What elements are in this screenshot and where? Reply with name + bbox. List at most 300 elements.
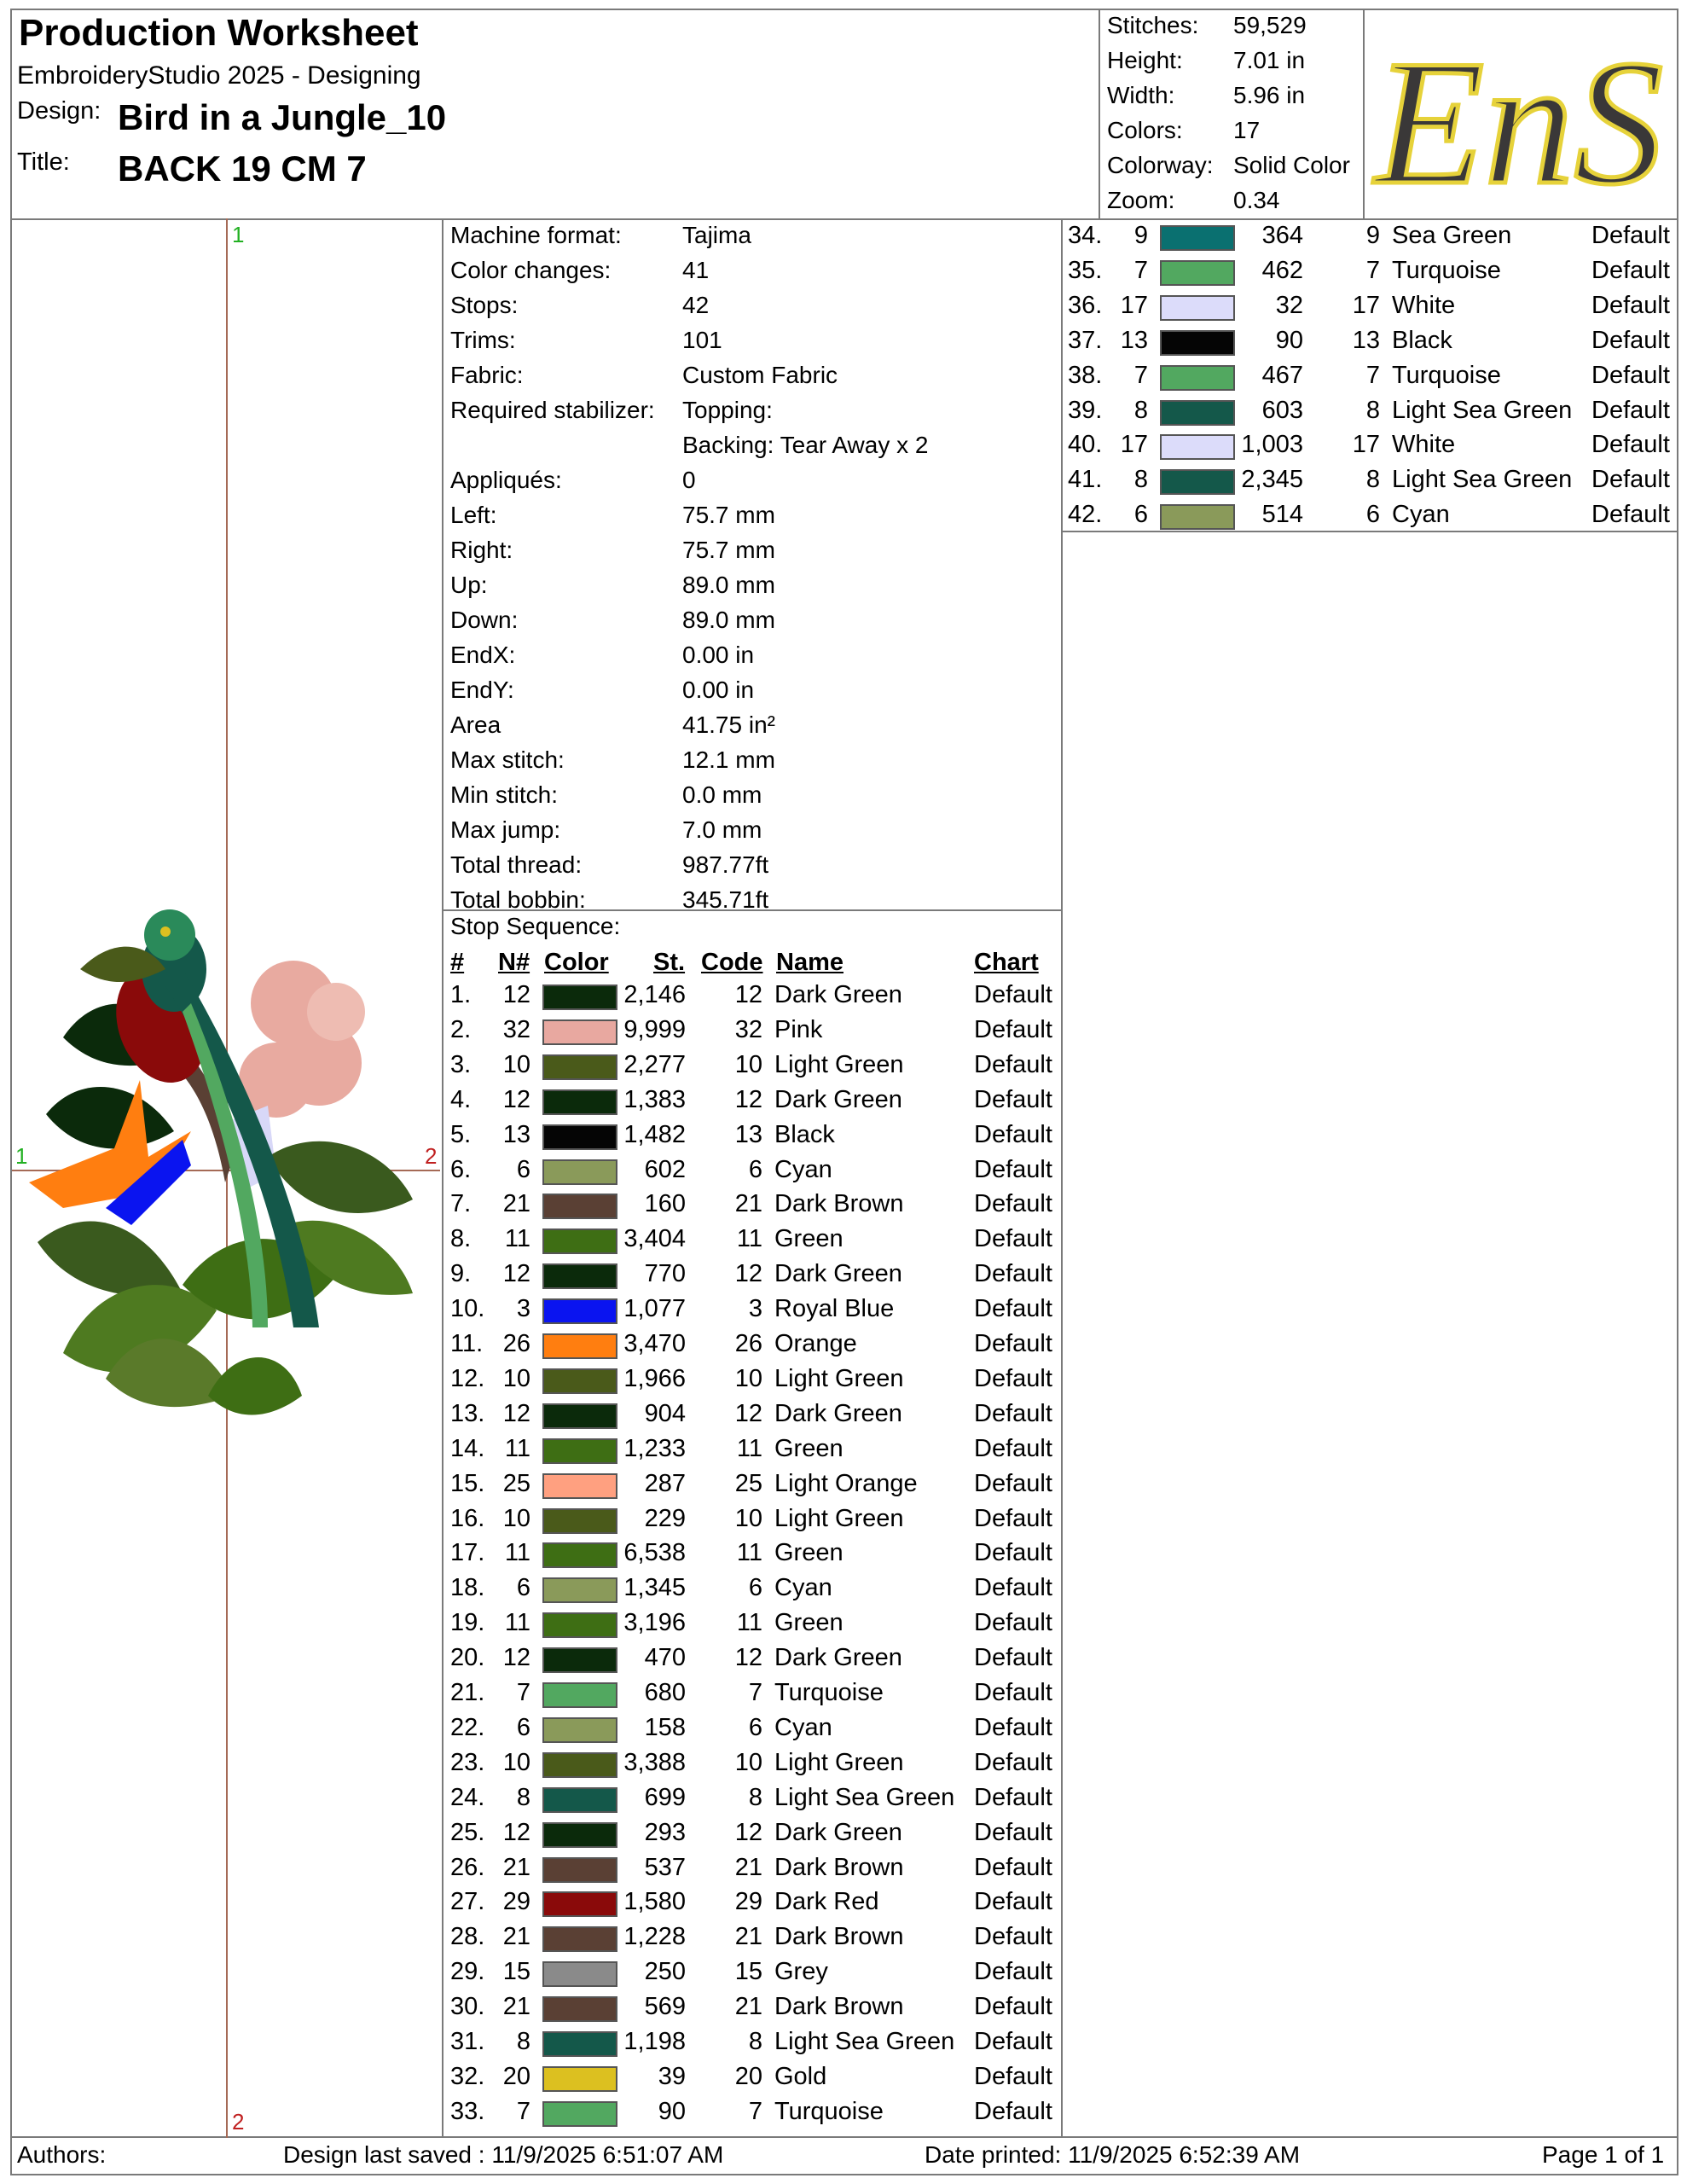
info-value: 41 bbox=[682, 257, 710, 283]
cell-n: 11 bbox=[504, 1609, 530, 1637]
color-swatch bbox=[542, 1822, 617, 1848]
table-row bbox=[449, 1923, 1063, 1957]
table-row bbox=[449, 1958, 1063, 1992]
cell-idx: 28. bbox=[450, 1923, 485, 1951]
cell-idx: 3. bbox=[450, 1050, 472, 1078]
cell-idx: 11. bbox=[450, 1330, 484, 1357]
cell-name: Light Green bbox=[774, 1504, 904, 1532]
info-label: Color changes: bbox=[450, 257, 612, 283]
table-row bbox=[449, 2028, 1063, 2062]
logo-divider bbox=[1363, 9, 1365, 218]
table-row bbox=[449, 1993, 1063, 2027]
cell-code: 21 bbox=[734, 1190, 762, 1218]
cell-st: 537 bbox=[644, 1853, 686, 1881]
cell-chart: Default bbox=[1591, 431, 1670, 459]
cell-idx: 37. bbox=[1068, 326, 1103, 354]
info-value: Topping: bbox=[682, 397, 773, 423]
cell-code: 7 bbox=[748, 2097, 762, 2125]
software-name: EmbroideryStudio 2025 - Designing bbox=[17, 61, 421, 90]
cell-idx: 13. bbox=[450, 1399, 485, 1427]
cell-idx: 9. bbox=[450, 1260, 472, 1288]
cell-code: 20 bbox=[734, 2062, 762, 2090]
cell-name: Light Green bbox=[774, 1050, 904, 1078]
cell-idx: 40. bbox=[1068, 431, 1103, 459]
cell-code: 13 bbox=[734, 1120, 762, 1148]
cell-code: 7 bbox=[748, 1679, 762, 1706]
cell-n: 11 bbox=[504, 1225, 530, 1253]
cell-idx: 21. bbox=[450, 1679, 485, 1706]
cell-n: 6 bbox=[516, 1574, 530, 1602]
cell-st: 467 bbox=[1261, 361, 1303, 389]
cell-name: Light Green bbox=[774, 1748, 904, 1776]
cell-st: 250 bbox=[644, 1958, 686, 1986]
cell-n: 10 bbox=[502, 1748, 530, 1776]
title-label: Title: bbox=[17, 148, 70, 176]
stat-value: 0.34 bbox=[1233, 187, 1280, 213]
cell-st: 158 bbox=[644, 1713, 686, 1741]
cell-code: 21 bbox=[734, 1923, 762, 1951]
cell-n: 13 bbox=[1120, 326, 1148, 354]
cell-n: 20 bbox=[502, 2062, 530, 2090]
cell-name: Green bbox=[774, 1225, 844, 1253]
cell-chart: Default bbox=[974, 1504, 1052, 1532]
table-row bbox=[449, 1365, 1063, 1399]
table-row bbox=[449, 1086, 1063, 1120]
cell-idx: 33. bbox=[450, 2097, 485, 2125]
table-row bbox=[449, 1679, 1063, 1713]
marker-left: 1 bbox=[15, 1143, 28, 1169]
marker-bottom: 2 bbox=[232, 2109, 245, 2135]
preview-divider bbox=[442, 218, 443, 2136]
cell-chart: Default bbox=[974, 1260, 1052, 1288]
cell-n: 12 bbox=[502, 1260, 530, 1288]
color-swatch bbox=[542, 1542, 617, 1568]
cell-idx: 15. bbox=[450, 1469, 485, 1497]
cell-idx: 10. bbox=[450, 1295, 485, 1323]
cell-n: 12 bbox=[502, 1399, 530, 1427]
info-label: Down: bbox=[450, 607, 519, 633]
color-swatch bbox=[542, 1473, 617, 1499]
cell-idx: 1. bbox=[450, 981, 472, 1008]
cell-code: 17 bbox=[1352, 291, 1380, 319]
cell-name: Sea Green bbox=[1392, 222, 1512, 249]
cell-chart: Default bbox=[974, 2062, 1052, 2090]
cell-code: 21 bbox=[734, 1993, 762, 2021]
cell-code: 12 bbox=[734, 1260, 762, 1288]
cell-n: 8 bbox=[1133, 466, 1148, 494]
color-swatch bbox=[542, 1857, 617, 1883]
info-label: Left: bbox=[450, 502, 497, 528]
cell-name: Turquoise bbox=[774, 2097, 884, 2125]
cell-idx: 14. bbox=[450, 1434, 485, 1462]
cell-name: Black bbox=[774, 1120, 835, 1148]
cell-code: 13 bbox=[1352, 326, 1380, 354]
color-swatch bbox=[1160, 260, 1235, 286]
cell-chart: Default bbox=[974, 2097, 1052, 2125]
cell-idx: 23. bbox=[450, 1748, 485, 1776]
table-row bbox=[449, 1470, 1063, 1504]
cell-name: Light Sea Green bbox=[1392, 466, 1573, 494]
table-row bbox=[449, 1400, 1063, 1434]
cell-st: 293 bbox=[644, 1818, 686, 1846]
color-swatch bbox=[542, 2031, 617, 2057]
cell-st: 699 bbox=[644, 1783, 686, 1811]
cell-idx: 19. bbox=[450, 1609, 485, 1637]
design-label: Design: bbox=[17, 97, 101, 125]
cell-idx: 17. bbox=[450, 1539, 485, 1567]
cell-n: 8 bbox=[516, 2028, 530, 2055]
cell-chart: Default bbox=[974, 1888, 1052, 1916]
cell-n: 13 bbox=[502, 1120, 530, 1148]
cell-chart: Default bbox=[974, 1609, 1052, 1637]
cell-st: 229 bbox=[644, 1504, 686, 1532]
cell-chart: Default bbox=[974, 1574, 1052, 1602]
cell-chart: Default bbox=[974, 1539, 1052, 1567]
cell-name: Light Sea Green bbox=[774, 2028, 955, 2055]
cell-chart: Default bbox=[1591, 396, 1670, 424]
info-label: Area bbox=[450, 712, 501, 738]
color-swatch bbox=[542, 1019, 617, 1045]
cell-name: Black bbox=[1392, 326, 1452, 354]
table-row bbox=[449, 1749, 1063, 1783]
cell-n: 9 bbox=[1133, 222, 1148, 249]
cell-name: Dark Green bbox=[774, 1085, 902, 1113]
cell-code: 3 bbox=[748, 1295, 762, 1323]
table-row bbox=[1066, 222, 1680, 256]
info-label: Total bobbin: bbox=[450, 886, 586, 913]
color-swatch bbox=[542, 1228, 617, 1254]
cell-st: 1,228 bbox=[623, 1923, 686, 1951]
cell-name: White bbox=[1392, 291, 1456, 319]
design-value: Bird in a Jungle_10 bbox=[118, 97, 447, 137]
table-row bbox=[449, 981, 1063, 1015]
cell-chart: Default bbox=[974, 1434, 1052, 1462]
cell-code: 10 bbox=[734, 1748, 762, 1776]
cell-code: 6 bbox=[748, 1574, 762, 1602]
cell-n: 8 bbox=[516, 1783, 530, 1811]
color-swatch bbox=[542, 1717, 617, 1743]
info-label: EndY: bbox=[450, 677, 514, 703]
cell-idx: 42. bbox=[1068, 501, 1103, 529]
cell-chart: Default bbox=[974, 1364, 1052, 1392]
cell-name: Grey bbox=[774, 1958, 828, 1986]
cell-st: 603 bbox=[1261, 396, 1303, 424]
table-row bbox=[449, 1051, 1063, 1085]
cell-chart: Default bbox=[974, 1853, 1052, 1881]
cell-idx: 26. bbox=[450, 1853, 485, 1881]
date-printed: Date printed: 11/9/2025 6:52:39 AM bbox=[925, 2141, 1301, 2168]
color-swatch bbox=[1160, 504, 1235, 530]
cell-chart: Default bbox=[1591, 222, 1670, 249]
color-swatch bbox=[1160, 469, 1235, 495]
cell-st: 2,277 bbox=[623, 1050, 686, 1078]
info-value: 42 bbox=[682, 292, 710, 318]
cell-name: Dark Brown bbox=[774, 1190, 904, 1218]
table-row bbox=[1066, 397, 1680, 431]
info-value: 0.00 in bbox=[682, 642, 755, 668]
table-row bbox=[449, 1784, 1063, 1818]
col-header-needle: N# bbox=[498, 949, 530, 976]
info-value: 12.1 mm bbox=[682, 746, 775, 773]
info-value: 89.0 mm bbox=[682, 572, 775, 598]
cell-idx: 18. bbox=[450, 1574, 485, 1602]
table-row bbox=[449, 1260, 1063, 1294]
cell-name: Dark Green bbox=[774, 1260, 902, 1288]
info-value: Custom Fabric bbox=[682, 362, 838, 388]
cell-chart: Default bbox=[974, 1155, 1052, 1183]
table-row bbox=[449, 1435, 1063, 1469]
cell-st: 1,077 bbox=[623, 1295, 686, 1323]
cell-idx: 7. bbox=[450, 1190, 472, 1218]
cell-code: 11 bbox=[736, 1609, 762, 1637]
color-swatch bbox=[542, 1682, 617, 1708]
stop-sequence-title: Stop Sequence: bbox=[450, 913, 621, 939]
table-row bbox=[1066, 257, 1680, 291]
cell-idx: 27. bbox=[450, 1888, 485, 1916]
cell-idx: 2. bbox=[450, 1015, 472, 1043]
cell-idx: 20. bbox=[450, 1644, 485, 1672]
color-swatch bbox=[542, 985, 617, 1010]
cell-name: Green bbox=[774, 1539, 844, 1567]
info-value: 0 bbox=[682, 467, 696, 493]
cell-idx: 29. bbox=[450, 1958, 485, 1986]
color-swatch bbox=[542, 1438, 617, 1464]
cell-code: 11 bbox=[736, 1539, 762, 1567]
table-row bbox=[449, 1609, 1063, 1643]
cell-chart: Default bbox=[974, 1713, 1052, 1741]
cell-n: 10 bbox=[502, 1364, 530, 1392]
cell-name: Pink bbox=[774, 1015, 823, 1043]
cell-st: 90 bbox=[658, 2097, 686, 2125]
cell-chart: Default bbox=[1591, 326, 1670, 354]
table-row bbox=[449, 1819, 1063, 1853]
ens-logo bbox=[1368, 12, 1675, 213]
cell-n: 17 bbox=[1120, 291, 1148, 319]
color-swatch bbox=[1160, 330, 1235, 356]
cell-name: Orange bbox=[774, 1330, 857, 1357]
page-title: Production Worksheet bbox=[19, 12, 419, 54]
cell-name: Green bbox=[774, 1434, 844, 1462]
table-row bbox=[449, 1854, 1063, 1888]
cell-code: 10 bbox=[734, 1050, 762, 1078]
cell-idx: 16. bbox=[450, 1504, 485, 1532]
cell-idx: 6. bbox=[450, 1155, 472, 1183]
cell-code: 26 bbox=[734, 1330, 762, 1357]
color-swatch bbox=[542, 1647, 617, 1673]
embroidery-artwork bbox=[29, 909, 413, 1415]
cell-st: 1,966 bbox=[623, 1364, 686, 1392]
info-value: 101 bbox=[682, 327, 722, 353]
table-row bbox=[449, 1574, 1063, 1608]
info-label: Appliqués: bbox=[450, 467, 562, 493]
stat-label: Colorway: bbox=[1107, 152, 1214, 178]
color-swatch bbox=[542, 1194, 617, 1219]
cell-n: 6 bbox=[516, 1713, 530, 1741]
cell-idx: 36. bbox=[1068, 291, 1103, 319]
table-row bbox=[449, 1330, 1063, 1364]
color-swatch bbox=[542, 1159, 617, 1185]
cell-n: 7 bbox=[516, 2097, 530, 2125]
cell-name: Light Orange bbox=[774, 1469, 918, 1497]
info-label: Right: bbox=[450, 537, 513, 563]
cell-code: 12 bbox=[734, 1818, 762, 1846]
info-value: 0.00 in bbox=[682, 677, 755, 703]
cell-code: 8 bbox=[1365, 466, 1380, 494]
logo-text: EnS bbox=[1375, 24, 1664, 213]
cell-st: 1,003 bbox=[1241, 431, 1303, 459]
cell-name: Turquoise bbox=[774, 1679, 884, 1706]
info-label: Trims: bbox=[450, 327, 516, 353]
last-saved: Design last saved : 11/9/2025 6:51:07 AM bbox=[283, 2141, 724, 2168]
color-swatch bbox=[542, 1891, 617, 1917]
cell-code: 6 bbox=[748, 1155, 762, 1183]
col-header-index: # bbox=[450, 949, 465, 976]
cell-n: 32 bbox=[502, 1015, 530, 1043]
design-preview bbox=[12, 218, 440, 2138]
cell-idx: 30. bbox=[450, 1993, 485, 2021]
cell-n: 21 bbox=[502, 1923, 530, 1951]
color-swatch bbox=[1160, 365, 1235, 391]
cell-n: 21 bbox=[502, 1853, 530, 1881]
cell-idx: 24. bbox=[450, 1783, 485, 1811]
info-label: Up: bbox=[450, 572, 488, 598]
cell-n: 15 bbox=[502, 1958, 530, 1986]
cell-code: 15 bbox=[734, 1958, 762, 1986]
marker-top: 1 bbox=[232, 222, 245, 247]
cell-chart: Default bbox=[974, 2028, 1052, 2055]
color-swatch bbox=[542, 1612, 617, 1638]
cell-chart: Default bbox=[974, 1120, 1052, 1148]
stat-value: 59,529 bbox=[1233, 12, 1307, 38]
cell-chart: Default bbox=[974, 1748, 1052, 1776]
table-row bbox=[449, 2063, 1063, 2097]
cell-st: 3,404 bbox=[623, 1225, 686, 1253]
cell-n: 29 bbox=[502, 1888, 530, 1916]
authors-label: Authors: bbox=[17, 2141, 107, 2168]
cell-n: 12 bbox=[502, 1818, 530, 1846]
table-row bbox=[449, 1295, 1063, 1329]
cell-code: 6 bbox=[748, 1713, 762, 1741]
cell-name: Light Green bbox=[774, 1364, 904, 1392]
cell-st: 3,388 bbox=[623, 1748, 686, 1776]
table-row bbox=[449, 1225, 1063, 1259]
color-swatch bbox=[1160, 434, 1235, 460]
cell-code: 10 bbox=[734, 1504, 762, 1532]
cell-name: Gold bbox=[774, 2062, 827, 2090]
cell-idx: 41. bbox=[1068, 466, 1103, 494]
title-value: BACK 19 CM 7 bbox=[118, 148, 367, 189]
col-header-name: Name bbox=[776, 949, 844, 976]
info-value: Tajima bbox=[682, 222, 751, 248]
cell-st: 770 bbox=[644, 1260, 686, 1288]
cell-code: 12 bbox=[734, 1085, 762, 1113]
cell-name: Dark Green bbox=[774, 1399, 902, 1427]
info-label: Required stabilizer: bbox=[450, 397, 655, 423]
cell-n: 8 bbox=[1133, 396, 1148, 424]
info-value: 987.77ft bbox=[682, 851, 769, 878]
cell-code: 21 bbox=[734, 1853, 762, 1881]
color-swatch bbox=[542, 1298, 617, 1324]
cell-code: 8 bbox=[748, 1783, 762, 1811]
cell-st: 1,345 bbox=[623, 1574, 686, 1602]
cell-n: 21 bbox=[502, 1993, 530, 2021]
color-swatch bbox=[542, 1926, 617, 1952]
info-label: Machine format: bbox=[450, 222, 622, 248]
color-swatch bbox=[542, 1368, 617, 1394]
col-header-stitches: St. bbox=[653, 949, 686, 976]
info-value: Backing: Tear Away x 2 bbox=[682, 432, 929, 458]
cell-chart: Default bbox=[1591, 466, 1670, 494]
cell-code: 10 bbox=[734, 1364, 762, 1392]
color-swatch bbox=[542, 2066, 617, 2092]
color-swatch bbox=[1160, 400, 1235, 426]
color-swatch bbox=[542, 1263, 617, 1289]
marker-right: 2 bbox=[425, 1143, 438, 1169]
cell-chart: Default bbox=[1591, 256, 1670, 284]
cell-code: 9 bbox=[1365, 222, 1380, 249]
table-row bbox=[449, 1156, 1063, 1190]
cell-idx: 31. bbox=[450, 2028, 485, 2055]
table-row bbox=[449, 1888, 1063, 1922]
cell-name: Turquoise bbox=[1392, 256, 1501, 284]
stat-label: Width: bbox=[1107, 82, 1175, 108]
cell-chart: Default bbox=[974, 1679, 1052, 1706]
cell-code: 7 bbox=[1365, 256, 1380, 284]
cell-st: 1,482 bbox=[623, 1120, 686, 1148]
cell-chart: Default bbox=[974, 1050, 1052, 1078]
info-label: Min stitch: bbox=[450, 781, 559, 808]
cell-n: 7 bbox=[516, 1679, 530, 1706]
info-value: 0.0 mm bbox=[682, 781, 762, 808]
cell-idx: 32. bbox=[450, 2062, 485, 2090]
cell-idx: 39. bbox=[1068, 396, 1103, 424]
color-swatch bbox=[542, 1089, 617, 1115]
cell-st: 569 bbox=[644, 1993, 686, 2021]
cell-code: 8 bbox=[748, 2028, 762, 2055]
cell-name: Light Sea Green bbox=[774, 1783, 955, 1811]
cell-n: 12 bbox=[502, 1085, 530, 1113]
cell-name: Green bbox=[774, 1609, 844, 1637]
cell-chart: Default bbox=[974, 1330, 1052, 1357]
cell-n: 7 bbox=[1133, 361, 1148, 389]
cell-code: 17 bbox=[1352, 431, 1380, 459]
cell-code: 12 bbox=[734, 1644, 762, 1672]
color-swatch bbox=[1160, 225, 1235, 251]
cell-st: 364 bbox=[1261, 222, 1303, 249]
cell-name: Cyan bbox=[774, 1713, 832, 1741]
cell-chart: Default bbox=[974, 1783, 1052, 1811]
cell-chart: Default bbox=[974, 1644, 1052, 1672]
color-swatch bbox=[542, 1577, 617, 1603]
stat-value: 5.96 in bbox=[1233, 82, 1306, 108]
cell-n: 21 bbox=[502, 1190, 530, 1218]
cell-name: White bbox=[1392, 431, 1456, 459]
cell-chart: Default bbox=[974, 1818, 1052, 1846]
color-swatch bbox=[542, 1752, 617, 1778]
stat-label: Zoom: bbox=[1107, 187, 1175, 213]
cell-st: 39 bbox=[658, 2062, 686, 2090]
cell-st: 2,146 bbox=[623, 981, 686, 1008]
cell-name: Cyan bbox=[774, 1155, 832, 1183]
info-value: 7.0 mm bbox=[682, 816, 762, 843]
cell-idx: 38. bbox=[1068, 361, 1103, 389]
table-row bbox=[1066, 466, 1680, 500]
cell-idx: 35. bbox=[1068, 256, 1103, 284]
cell-chart: Default bbox=[974, 1190, 1052, 1218]
cell-chart: Default bbox=[974, 1085, 1052, 1113]
color-swatch bbox=[542, 1996, 617, 2022]
cell-n: 3 bbox=[516, 1295, 530, 1323]
